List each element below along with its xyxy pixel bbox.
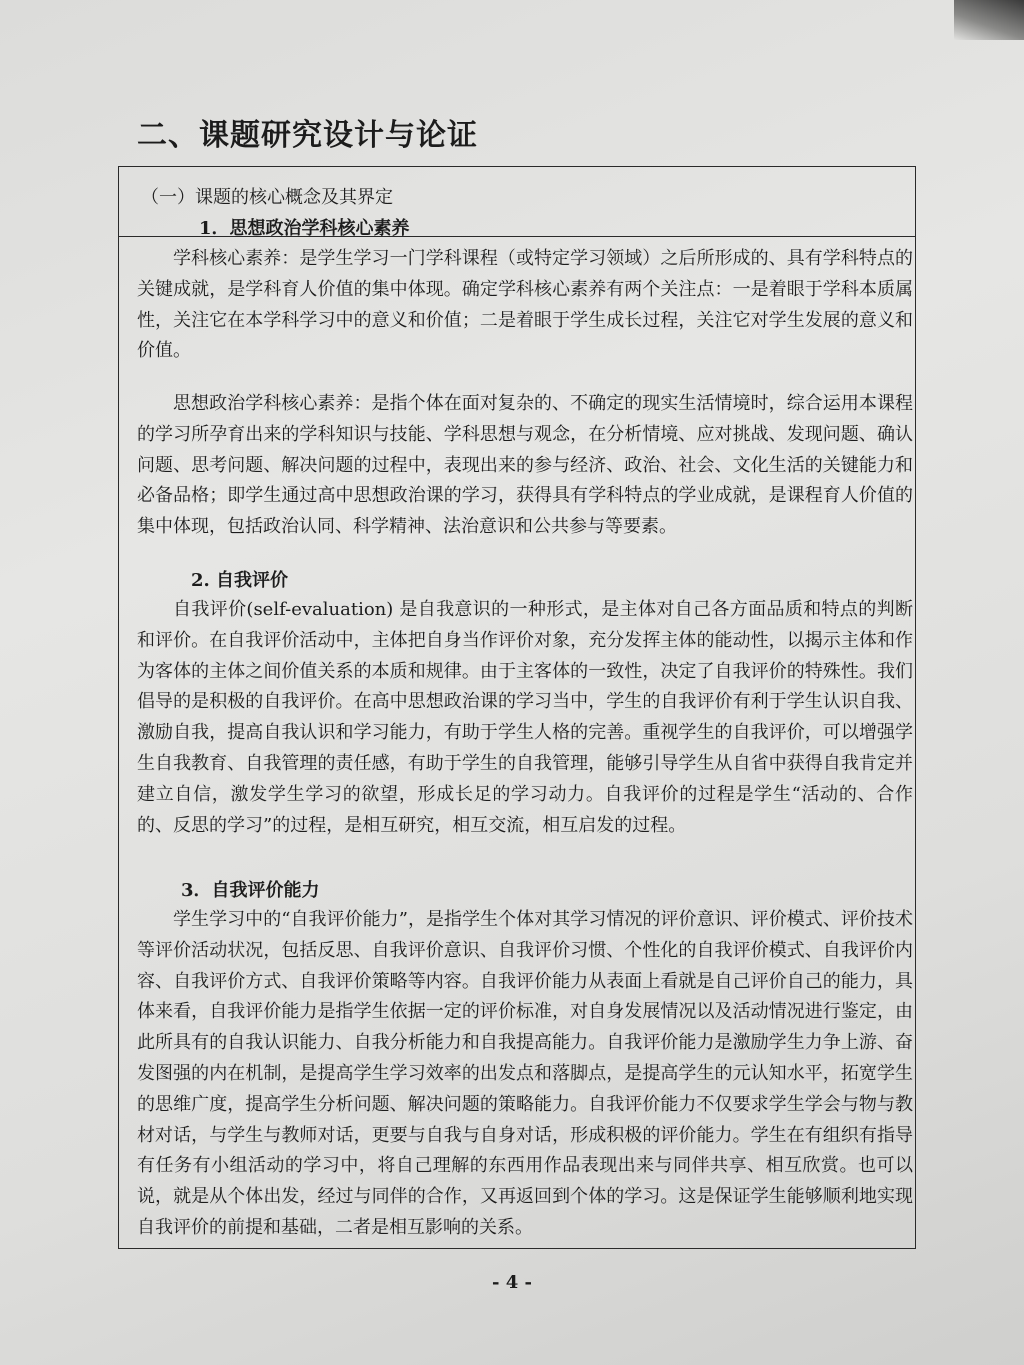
concept-heading-1: 1．思想政治学科核心素养 bbox=[199, 218, 410, 239]
concept-heading-2: 2. 自我评价 bbox=[191, 570, 289, 591]
page-number: - 4 - bbox=[492, 1272, 532, 1293]
concept-1-paragraph-2: 思想政治学科核心素养：是指个体在面对复杂的、不确定的现实生活情境时，综合运用本课程的学习所孕育出来的学科知识与技能、学科思想与观念，在分析情境、应对挑战、发现问题、确认问题、思考问题、解决问题的过程中，表现出来的参与经济、政治、社会、文化生活的关键能力和必备品格；即学生通过高中思想政治课的学习，获得具有学科特点的学业成就，是课程育人价值的集中体现，包括政治认同、科学精神、法治意识和公共参与等要素。 bbox=[137, 393, 913, 538]
concept-2-paragraph-1: 自我评价(self-evaluation) 是自我意识的一种形式，是主体对自己各方面品质和特点的判断和评价。在自我评价活动中，主体把自身当作评价对象，充分发挥主体的能动性，以揭示主体和作为客体的主体之间价值关系的本质和规律。由于主客体的一致性，决定了自我评价的特殊性。我们倡导的是积极的自我评价。在高中思想政治课的学习当中，学生的自我评价有利于学生认识自我、激励自我，提高自我认识和学习能力，有助于学生人格的完善。重视学生的自我评价，可以增强学生自我教育、自我管理的责任感，有助于学生的自我管理，能够引导学生从自省中获得自我肯定并建立自信，激发学生学习的欲望，形成长足的学习动力。自我评价的过程是学生“活动的、合作的、反思的学习”的过程，是相互研究，相互交流，相互启发的过程。 bbox=[137, 599, 913, 836]
photo-edge-shadow bbox=[954, 0, 1024, 40]
content-box bbox=[118, 166, 916, 1249]
section-title: 二、课题研究设计与论证 bbox=[137, 118, 478, 153]
box-header-label: （一）课题的核心概念及其界定 bbox=[141, 187, 393, 208]
concept-heading-3: 3．自我评价能力 bbox=[181, 880, 320, 901]
concept-1-paragraph-1: 学科核心素养：是学生学习一门学科课程（或特定学习领域）之后所形成的、具有学科特点的关键成就，是学科育人价值的集中体现。确定学科核心素养有两个关注点：一是着眼于学科本质属性，关注它在本学科学习中的意义和价值；二是着眼于学生成长过程，关注它对学生发展的意义和价值。 bbox=[137, 248, 913, 362]
concept-3-paragraph-1: 学生学习中的“自我评价能力”，是指学生个体对其学习情况的评价意识、评价模式、评价技术等评价活动状况，包括反思、自我评价意识、自我评价习惯、个性化的自我评价模式、自我评价内容、自我评价方式、自我评价策略等内容。自我评价能力从表面上看就是自己评价自己的能力，具体来看，自我评价能力是指学生依据一定的评价标准，对自身发展情况以及活动情况进行鉴定，由此所具有的自我认识能力、自我分析能力和自我提高能力。自我评价能力是激励学生力争上游、奋发图强的内在机制，是提高学生学习效率的出发点和落脚点，是提高学生的元认知水平，拓宽学生的思维广度，提高学生分析问题、解决问题的策略能力。自我评价能力不仅要求学生学会与物与教材对话，与学生与教师对话，更要与自我与自身对话，形成积极的评价能力。学生在有组织有指导有任务有小组活动的学习中，将自己理解的东西用作品表现出来与同伴共享、相互欣赏。也可以说，就是从个体出发，经过与同伴的合作，又再返回到个体的学习。这是保证学生能够顺利地实现自我评价的前提和基础，二者是相互影响的关系。 bbox=[137, 909, 913, 1238]
